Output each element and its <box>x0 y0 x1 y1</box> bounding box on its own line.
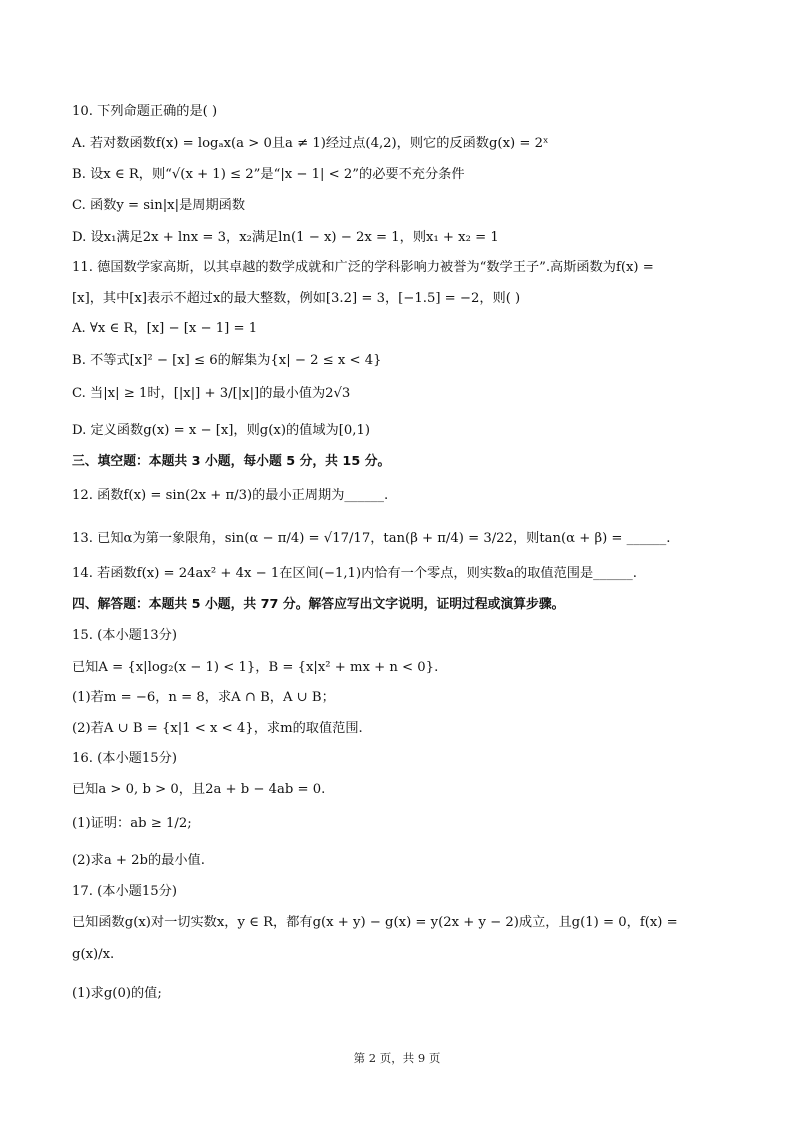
q10-stem: 10. 下列命题正确的是( ) <box>72 104 218 119</box>
q16-part1: (1)证明：ab ≥ 1/2; <box>72 816 192 831</box>
q11-option-a: A. ∀x ∈ R，[x] − [x − 1] = 1 <box>72 321 258 336</box>
q10-option-a: A. 若对数函数f(x) = logₐx(a > 0且a ≠ 1)经过点(4,2)，则它的反函数g(x) = 2ˣ <box>72 136 549 151</box>
q14: 14. 若函数f(x) = 24ax² + 4x − 1在区间(−1,1)内恰有一个零点，则实数a的取值范围是______. <box>72 566 637 581</box>
q17-part1: (1)求g(0)的值; <box>72 986 162 1001</box>
q10-option-c: C. 函数y = sin|x|是周期函数 <box>72 198 246 213</box>
q17-heading: 17. (本小题15分) <box>72 884 177 899</box>
q11-option-b: B. 不等式[x]² − [x] ≤ 6的解集为{x| − 2 ≤ x < 4} <box>72 353 382 368</box>
q15-heading: 15. (本小题13分) <box>72 628 177 643</box>
q17-stem-line2: g(x)/x. <box>72 947 115 962</box>
q10-option-b: B. 设x ∈ R，则“√(x + 1) ≤ 2”是“|x − 1| < 2”的必要不充分条件 <box>72 167 465 182</box>
q11-stem-line1: 11. 德国数学家高斯，以其卓越的数学成就和广泛的学科影响力被誉为“数学王子”.高斯函数为f(x) = <box>72 260 654 275</box>
q15-stem: 已知A = {x|log₂(x − 1) < 1}，B = {x|x² + mx + n < 0}. <box>72 660 439 675</box>
q13: 13. 已知α为第一象限角，sin(α − π/4) = √17/17，tan(β + π/4) = 3/22，则tan(α + β) = ______. <box>72 531 671 546</box>
page-footer: 第 2 页，共 9 页 <box>353 1051 441 1065</box>
q16-stem: 已知a > 0, b > 0，且2a + b − 4ab = 0. <box>72 782 326 797</box>
q16-part2: (2)求a + 2b的最小值. <box>72 853 205 868</box>
q15-part2: (2)若A ∪ B = {x|1 < x < 4}，求m的取值范围. <box>72 721 363 736</box>
q11-option-d: D. 定义函数g(x) = x − [x]，则g(x)的值域为[0,1) <box>72 423 370 438</box>
section-3-heading: 三、填空题：本题共 3 小题，每小题 5 分，共 15 分。 <box>72 454 391 469</box>
q16-heading: 16. (本小题15分) <box>72 751 177 766</box>
q12: 12. 函数f(x) = sin(2x + π/3)的最小正周期为______. <box>72 488 389 503</box>
q11-option-c: C. 当|x| ≥ 1时，[|x|] + 3/[|x|]的最小值为2√3 <box>72 386 351 401</box>
q15-part1: (1)若m = −6，n = 8，求A ∩ B，A ∪ B； <box>72 690 335 705</box>
q17-stem-line1: 已知函数g(x)对一切实数x，y ∈ R，都有g(x + y) − g(x) = y(2x + y − 2)成立，且g(1) = 0，f(x) = <box>72 915 678 930</box>
section-4-heading: 四、解答题：本题共 5 小题，共 77 分。解答应写出文字说明，证明过程或演算步骤。 <box>72 597 565 612</box>
q11-stem-line2: [x]，其中[x]表示不超过x的最大整数，例如[3.2] = 3，[−1.5] = −2，则( ) <box>72 291 521 306</box>
q10-option-d: D. 设x₁满足2x + lnx = 3，x₂满足ln(1 − x) − 2x = 1，则x₁ + x₂ = 1 <box>72 230 499 245</box>
